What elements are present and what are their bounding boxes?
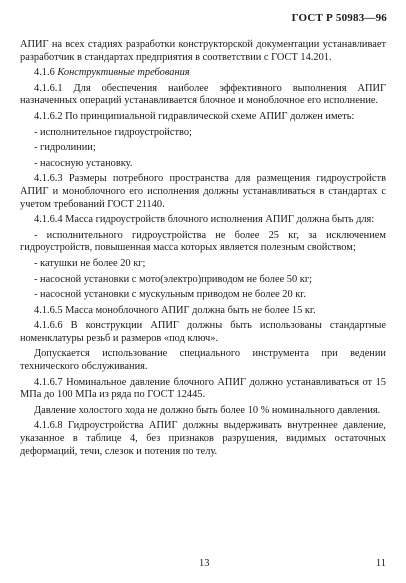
list-item <box>20 258 386 271</box>
paragraph <box>20 67 386 80</box>
document-id-header: ГОСТ Р 50983—96 <box>291 12 387 24</box>
paragraph-text: 4.1.6.8 Гидроустройства АПИГ должны выдерживать внутреннее давление, указанное в таблице 4, без признаков разрушения, видимых остаточных деформаций, течи, слезок и потения по телу. <box>20 420 386 457</box>
paragraph <box>20 83 386 108</box>
paragraph-text: - насосную установку. <box>34 157 133 169</box>
paragraph <box>20 214 386 227</box>
paragraph-text: - гидролинии; <box>34 142 96 154</box>
paragraph-text: 4.1.6.3 Размеры потребного пространства для размещения гидроустройств АПИГ и моноблочного его исполнения должны устанавливаться в стандартах с учетом требований ГОСТ 21140. <box>20 173 386 210</box>
paragraph-text: - исполнительного гидроустройства не более 25 кг, за исключением гидроустройств, повышенная масса которых является полезным свойством; <box>20 229 386 254</box>
paragraph <box>20 405 386 418</box>
paragraph <box>20 305 386 318</box>
paragraph-text: - насосной установки с мускульным приводом не более 20 кг. <box>34 289 306 301</box>
paragraph <box>20 320 386 345</box>
paragraph-text: АПИГ на всех стадиях разработки конструкторской документации устанавливает разработчик в стандартах предприятия в соответствии с ГОСТ 14.201. <box>20 39 386 63</box>
paragraph <box>20 377 386 402</box>
list-item <box>20 274 386 287</box>
paragraph <box>20 173 386 211</box>
paragraph <box>20 111 386 124</box>
page-number-center: 13 <box>199 558 210 569</box>
document-body <box>20 39 386 461</box>
paragraph-text: 4.1.6.5 Масса моноблочного АПИГ должна быть не более 15 кг. <box>34 304 316 316</box>
paragraph-text: - насосной установки с мото(электро)приводом не более 50 кг; <box>34 273 312 285</box>
paragraph-text: Давление холостого хода не должно быть более 10 % номинального давления. <box>34 404 381 416</box>
paragraph-text: 4.1.6.6 В конструкции АПИГ должны быть использованы стандартные номенклатуры резьб и размеров «под ключ». <box>20 320 386 344</box>
paragraph-text: 4.1.6.4 Масса гидроустройств блочного исполнения АПИГ должна быть для: <box>34 214 375 226</box>
paragraph-text: Допускается использование специального инструмента при ведении технического обслуживания. <box>20 348 386 373</box>
page-number-right: 11 <box>375 558 386 569</box>
list-item <box>20 142 386 155</box>
list-item <box>20 158 386 171</box>
paragraph <box>20 39 386 64</box>
paragraph-text: 4.1.6.7 Номинальное давление блочного АПИГ должно устанавливаться от 15 МПа до 100 МПа из ряда по ГОСТ 12445. <box>20 376 386 401</box>
paragraph-text: 4.1.6.1 Для обеспечения наиболее эффективного выполнения АПИГ назначенных операций устанавливается блочное и моноблочное его исполнение. <box>20 82 386 107</box>
paragraph-text: - исполнительное гидроустройство; <box>34 126 192 138</box>
paragraph <box>20 348 386 373</box>
list-item <box>20 127 386 140</box>
paragraph <box>20 420 386 458</box>
paragraph-text: 4.1.6 <box>34 67 58 79</box>
paragraph-text: 4.1.6.2 По принципиальной гидравлической схеме АПИГ должен иметь: <box>34 110 355 122</box>
paragraph-text: - катушки не более 20 кг; <box>34 257 146 269</box>
list-item <box>20 289 386 302</box>
section-heading-italic: Конструктивные требования <box>57 67 190 79</box>
paragraph <box>20 230 386 255</box>
